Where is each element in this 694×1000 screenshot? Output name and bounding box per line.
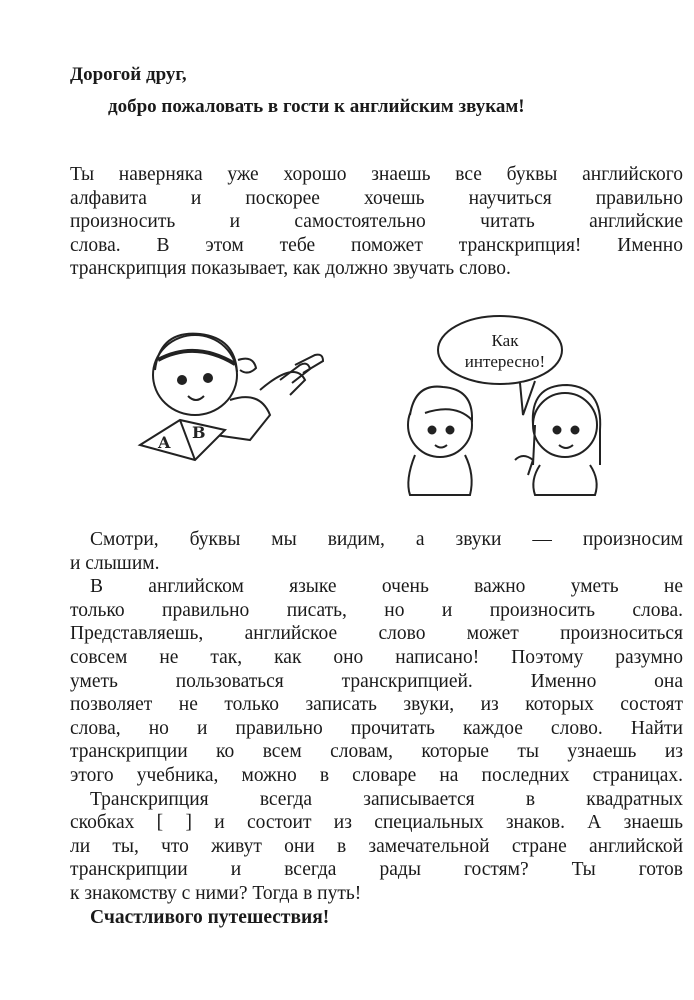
intro-paragraph <box>70 163 683 281</box>
text-line: Смотри, буквы мы видим, а звуки — произносим <box>90 529 683 550</box>
text-line: к знакомству с ними? Тогда в путь! <box>70 882 362 904</box>
book-letter-a: A <box>158 433 171 452</box>
greeting-heading: Дорогой друг, <box>70 64 187 85</box>
text-line: транскрипции ко всем словам, которые ты узнаешь из <box>70 741 683 763</box>
text-line: В английском языке очень важно уметь не <box>90 576 683 598</box>
text-line: слова. В этом тебе поможет транскрипция! Именно <box>70 234 683 256</box>
body-text <box>70 528 683 929</box>
closing-line: Счастливого путешествия! <box>90 906 330 928</box>
text-line: алфавита и поскорее хочешь научиться правильно <box>70 187 683 209</box>
text-line: транскрипции и всегда рады гостям? Ты готов <box>70 859 683 881</box>
welcome-heading: добро пожаловать в гости к английским звукам! <box>108 96 525 117</box>
text-line: произносить и самостоятельно читать английские <box>70 211 683 233</box>
speech-bubble-line: интересно! <box>464 352 546 371</box>
text-line: и слышим. <box>70 552 160 574</box>
girl-reading-illustration <box>120 320 340 480</box>
text-line: Представляешь, английское слово может произноситься <box>70 623 683 645</box>
text-line: транскрипция показывает, как должно звучать слово. <box>70 258 511 280</box>
text-line: скобках [ ] и состоит из специальных знаков. А знаешь <box>70 812 683 834</box>
text-line: только правильно писать, но и произносить слова. <box>70 599 683 621</box>
text-line: слова, но и правильно прочитать каждое слово. Найти <box>70 717 683 739</box>
speech-bubble-line: Как <box>491 331 519 350</box>
text-line: Транскрипция всегда записывается в квадратных <box>90 788 683 810</box>
text-line: этого учебника, можно в словаре на последних страницах. <box>70 764 683 786</box>
text-line: позволяет не только записать звуки, из которых состоят <box>70 694 683 716</box>
text-line: ли ты, что живут они в замечательной стране английской <box>70 835 683 857</box>
book-letter-b: B <box>192 423 206 442</box>
speech-bubble <box>440 330 570 372</box>
text-line: уметь пользоваться транскрипцией. Именно она <box>70 670 683 692</box>
text-line: Ты наверняка уже хорошо знаешь все буквы английского <box>70 164 683 185</box>
text-line: совсем не так, как оно написано! Поэтому разумно <box>70 646 683 668</box>
